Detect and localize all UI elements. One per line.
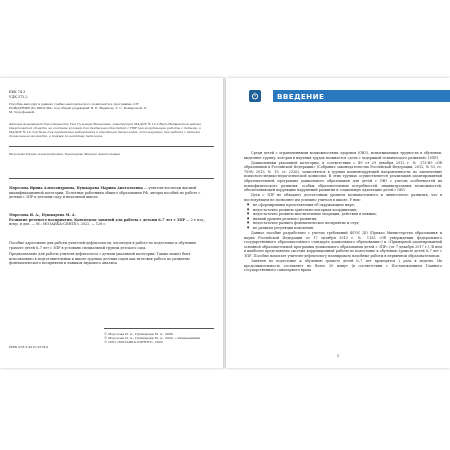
body-text [244, 151, 442, 273]
left-page [0, 78, 224, 368]
bullet-list [244, 203, 442, 231]
section-title: ВВЕДЕНИЕ [277, 91, 325, 101]
publication-note: Пособие выходит в рамках учебно-методического комплекта к программе «ОТ РОЖДЕНИЯ ДО ШКОЛЫ» под общей редакцией Н. Е. Вераксы, Т. С. Комаровой, Э. М. Дорофеевой. [9, 102, 148, 115]
copyright-block [104, 332, 214, 344]
paragraph: Среди детей с ограниченными возможностями здоровья (ОВЗ), испытывающих трудности в обучении, выделяют группу, которая в научных трудах называется «дети с задержкой психического развития» (ЗПР). [244, 151, 442, 160]
page-number: 3 [336, 354, 340, 358]
copyright-line: © Морозова И. А., Пушкарева М. А., 2022, с изменениями [104, 336, 200, 341]
power-button-icon [249, 90, 261, 102]
bbk-line: ББК 74.3 [9, 90, 26, 94]
reviewer-line: Морозова Ирина Александровна, Пушкарева Марина Анатольевна [9, 152, 121, 156]
udk-line: УДК 373.2 [9, 94, 28, 99]
bib-title: Развитие речевого восприятия. Конспекты занятий для работы с детьми 6–7 лет с ЗПР [9, 217, 186, 222]
annotation [9, 241, 209, 266]
annotation-paragraph: Пособие адресовано для работы учителей-дефектологов, логопедов в работе по подготовке к обучению грамоте детей 6–7 лет с ЗПР в условиях специальной группы детского сада. [9, 241, 197, 250]
list-item: ■ не сформированы представления об окружающем мире; [253, 203, 442, 208]
divider [9, 146, 214, 147]
authors-description: — учителя-логопеды высшей квалификационной категории, Почетные работники общего образования РФ, авторы пособий по работе с детьми с ЗПР и детским саду и начальной школе. [9, 186, 201, 200]
divider [9, 178, 214, 179]
authors-about [9, 186, 209, 200]
authors-names: Морозова Ирина Александровна, Пушкарева Марина Анатольевна [9, 186, 143, 190]
divider [104, 328, 214, 329]
list-item: ■ низкий уровень речевого развития; [253, 217, 442, 222]
section-title-band [273, 90, 450, 102]
list-item: ■ недостаточно развиты зрительно-моторная координация; [253, 208, 442, 213]
paragraph: Данное пособие разработано с учетом требований ФГОС ДО (Приказ Министерства образования и науки Российской Федерации от 17 октября 2013 г. № 1155 «Об утверждении федерального государственного образовательного стандарта дошкольного образования») и «Примерной адаптированной основной образовательной программы дошкольного образования детей с ЗПР» (от 7 декабря 2017 г.). В нем в наиболее представлена система коррекционной работы по подготовке к обучению грамоте детей 6–7 лет с ЗПР. Пособие помогает учителю-дефектологу планировать подобные работы в первичном образовательном. [244, 231, 442, 259]
bbk-block [9, 90, 69, 99]
right-page [226, 78, 450, 368]
copyright-line: © Морозова И. А., Пушкарева М. А., 2006 [104, 332, 173, 336]
list-item: ■ не развиты регуляция поведения. [253, 226, 442, 231]
list-item: ■ недостаточно развито фонематическое восприятие и слух; [253, 221, 442, 226]
bib-authors: Морозова И. А., Пушкарева М. А. [9, 213, 76, 217]
list-item: ■ недостаточно развиты мыслительные операции, действия и навыки; [253, 212, 442, 217]
paragraph: Дети с ЗПР не обладают достаточным уровнем познавательного и личностного развития, что в последующем не позволяет им успешно учиться в школе. У них: [244, 193, 442, 202]
bib-imprint: — 2-е изд., испр. и доп. — М.: МОЗАИКА-СИНТЕЗ, 2022. — 128 с. [9, 217, 206, 227]
annotation-paragraph: Предназначено для работы учителя-дефектолога с детьми указанной категории. Также может быть использовано в подготовительных к школе группах детских садов как итоговая работа по развитию фонематического восприятия и навыков звукового анализа. [9, 252, 191, 266]
copyright-line: © ООО «МОЗАИКА-СИНТЕЗ», 2022 [104, 340, 163, 345]
paragraph: Дошкольники указанной категории, в соответствии с ФЗ от 29 декабря 2012 г. № 273-ФЗ «Об образовании в Российской Федерации» (Собрание законодательства Российской Федерации, 2012, № 53, ст. 7598; 2013, № 19, ст. 2326), зачисляются в группы компенсирующей направленности по заключению психолого-медико-педагогической комиссии. В этих группах осуществляется реализация адаптированной образовательной программы дошкольного образования для детей с ОВЗ с учетом особенностей их психофизического развития, особых образовательных потребностей, индивидуальных возможностей, обеспечивающей коррекцию нарушений развития и социальную адаптацию детей с ОВЗ. [244, 160, 442, 193]
isbn: ISBN 978-5-4315-2279-6 [9, 345, 49, 349]
bibliographic-record [9, 213, 209, 227]
paragraph: Занятия по подготовке к обучению грамоте детей 6–7 лет проводятся 2 раза в неделю. Их продолжительность составляет не более 30 минут (в соответствии с Постановлением Главного государственного санитарного врача [244, 259, 442, 273]
acknowledgement-note: Авторы выражают благодарность Тюх Гульнаре Вагаровне, заведующей МАДОУ № 12 в Верх-Нейвинском районе Свердловской области за создание условий для деятельности детей с ТНР при координации работы с детьми, и МАДОУ № 12 для базы для проведения наблюдения и апробации технологий, используемых при работе с детьми дошкольного возраста, а также коллективу педагогов. [9, 122, 202, 139]
